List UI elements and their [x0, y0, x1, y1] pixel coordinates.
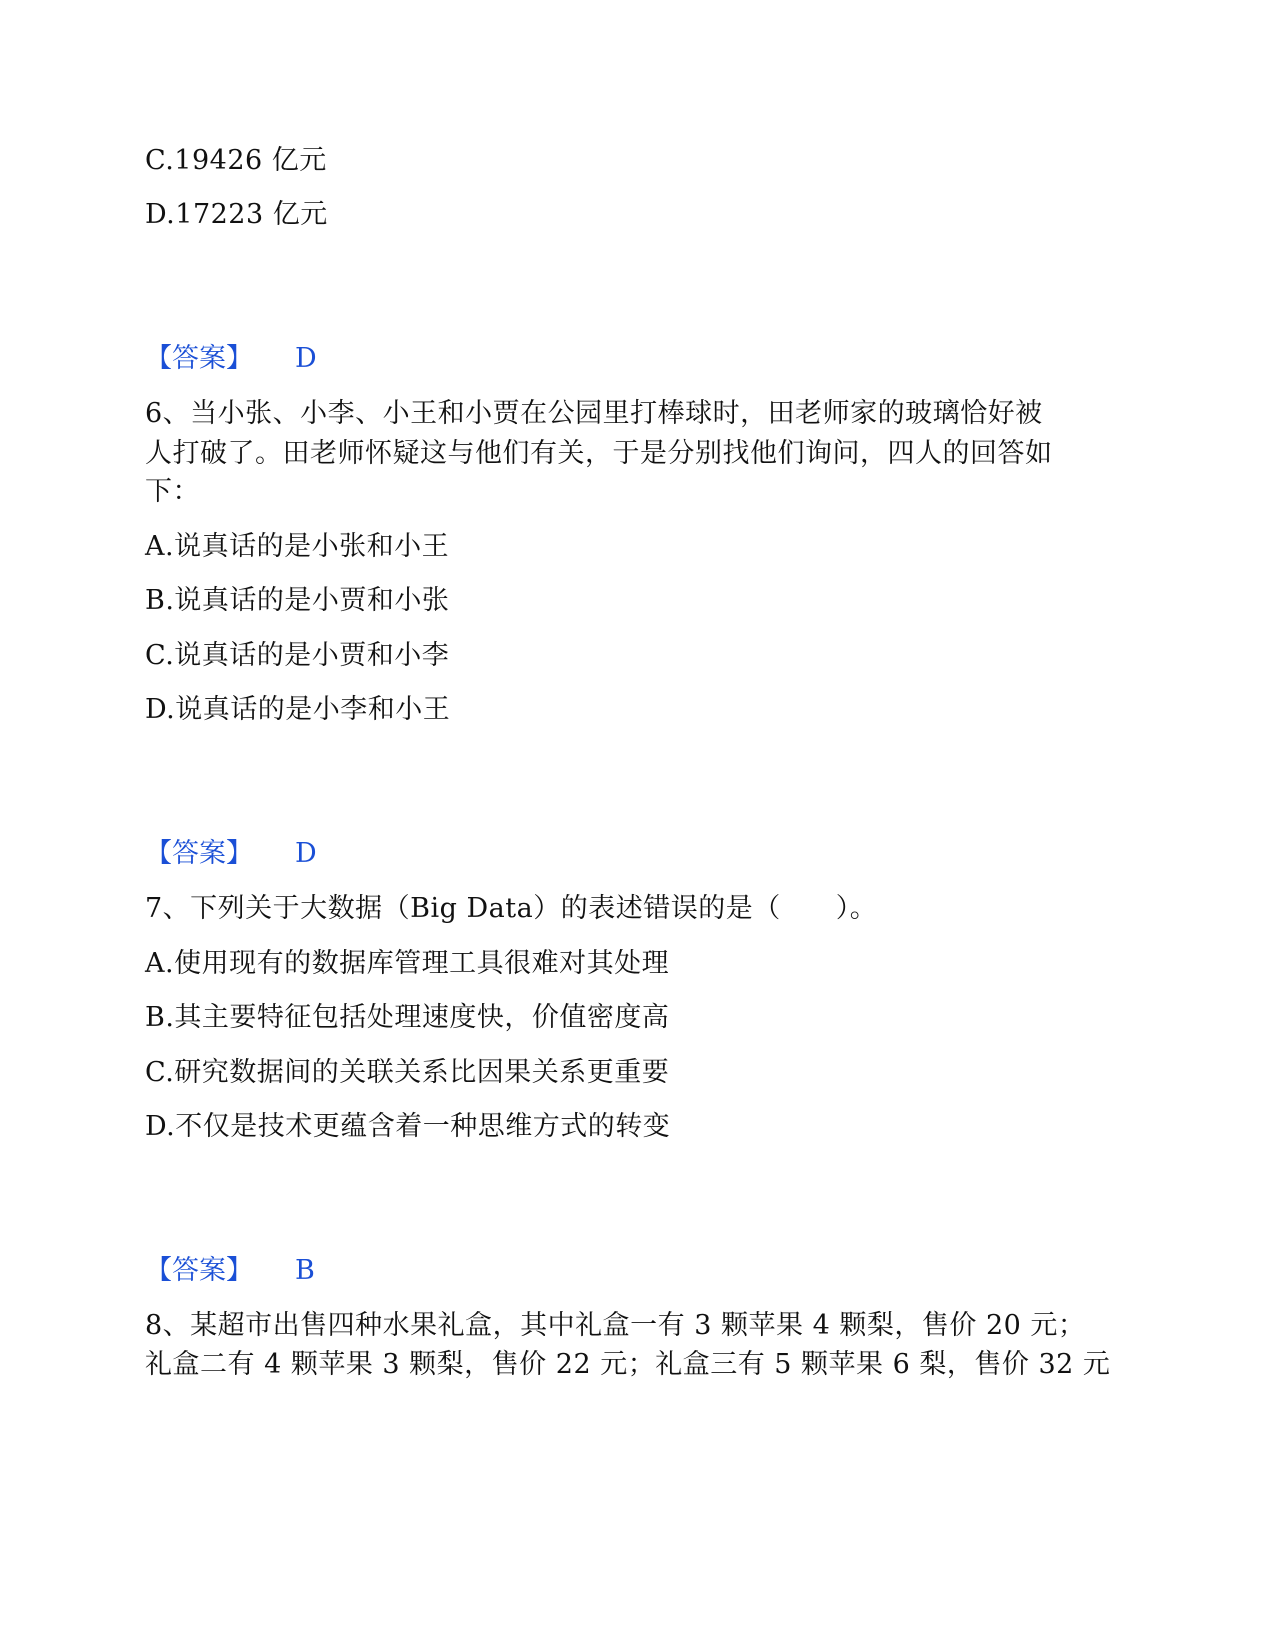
answer-label: 【答案】	[145, 343, 253, 374]
q6-option-b: B.说真话的是小贾和小张	[145, 585, 450, 616]
q5-option-c: C.19426 亿元	[145, 145, 327, 176]
answer-value: D	[295, 343, 317, 374]
q8-stem-line-2: 礼盒二有 4 颗苹果 3 颗梨，售价 22 元；礼盒三有 5 颗苹果 6 梨，售价 32 元	[145, 1349, 1111, 1380]
q5-answer	[145, 342, 445, 376]
answer-label: 【答案】	[145, 838, 253, 869]
q7-option-b: B.其主要特征包括处理速度快，价值密度高	[145, 1002, 670, 1033]
answer-value: B	[295, 1255, 315, 1286]
q7-option-d: D.不仅是技术更蕴含着一种思维方式的转变	[145, 1111, 671, 1142]
q6-stem-line-2: 人打破了。田老师怀疑这与他们有关，于是分别找他们询问，四人的回答如	[145, 438, 1053, 469]
q7-option-c: C.研究数据间的关联关系比因果关系更重要	[145, 1057, 670, 1088]
q5-option-d: D.17223 亿元	[145, 199, 328, 230]
q7-option-a: A.使用现有的数据库管理工具很难对其处理	[145, 948, 670, 979]
q6-option-c: C.说真话的是小贾和小李	[145, 640, 450, 671]
q7-stem: 7、下列关于大数据（Big Data）的表述错误的是（ ）。	[145, 893, 878, 924]
q6-stem-line-3: 下：	[145, 476, 200, 507]
q6-stem-line-1: 6、当小张、小李、小王和小贾在公园里打棒球时，田老师家的玻璃恰好被	[145, 398, 1043, 429]
q7-answer	[145, 1254, 445, 1288]
answer-label: 【答案】	[145, 1255, 253, 1286]
q8-stem-line-1: 8、某超市出售四种水果礼盒，其中礼盒一有 3 颗苹果 4 颗梨，售价 20 元；	[145, 1310, 1086, 1341]
q6-answer	[145, 837, 445, 871]
answer-value: D	[295, 838, 317, 869]
q6-option-a: A.说真话的是小张和小王	[145, 531, 450, 562]
q6-option-d: D.说真话的是小李和小王	[145, 694, 451, 725]
